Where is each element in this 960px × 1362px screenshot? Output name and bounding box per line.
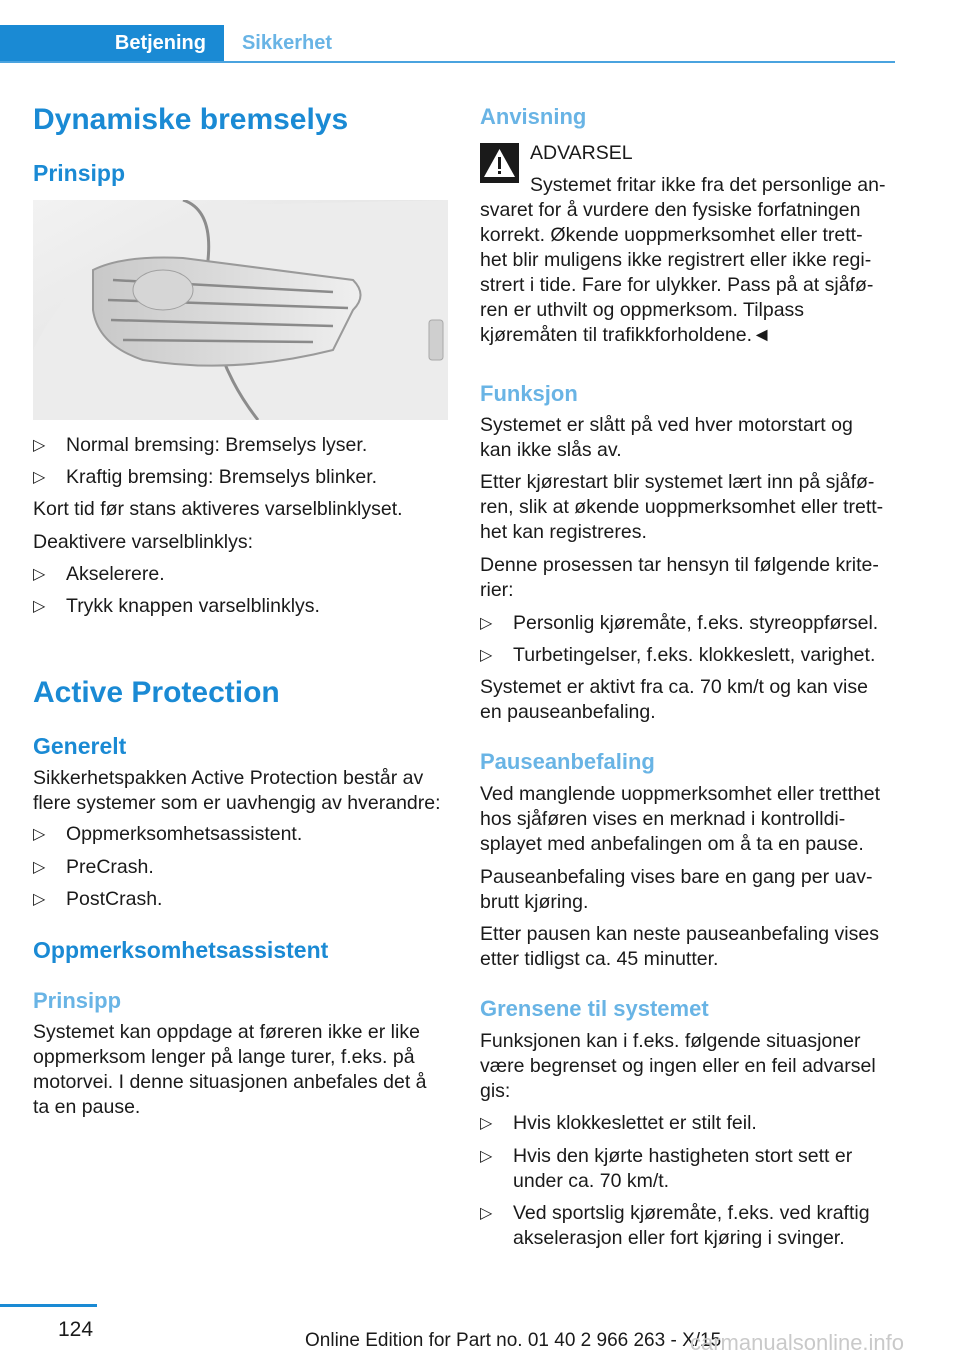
triangle-bullet-icon: ▷ xyxy=(480,1205,493,1222)
triangle-bullet-icon: ▷ xyxy=(480,615,493,632)
paragraph: Pauseanbefaling vises bare en gang per uav- brutt kjøring. xyxy=(480,866,873,913)
subheading-funksjon: Funksjon xyxy=(480,381,578,406)
triangle-bullet-icon: ▷ xyxy=(33,859,46,876)
paragraph: Funksjonen kan i f.eks. følgende situasjoner være begrenset og ingen eller en feil advarsel gis: xyxy=(480,1030,876,1102)
header-tabs xyxy=(0,25,895,63)
paragraph: Ved manglende uoppmerksomhet eller tretthet hos sjåføren vises en merknad i kontrolldi- splayet med anbefalingen om å ta en pause. xyxy=(480,783,880,855)
footer-rule xyxy=(0,1304,97,1307)
triangle-bullet-icon: ▷ xyxy=(33,598,46,615)
triangle-bullet-icon: ▷ xyxy=(33,566,46,583)
section-title-active-protection: Active Protection xyxy=(33,676,280,709)
triangle-bullet-icon: ▷ xyxy=(33,826,46,843)
paragraph: Etter pausen kan neste pauseanbefaling vises etter tidligst ca. 45 minutter. xyxy=(480,923,879,970)
page-number: 124 xyxy=(58,1318,94,1341)
subheading-grensene: Grensene til systemet xyxy=(480,996,709,1021)
paragraph: Denne prosessen tar hensyn til følgende krite- rier: xyxy=(480,554,879,601)
triangle-bullet-icon: ▷ xyxy=(33,891,46,908)
section-title-dynamiske-bremselys: Dynamiske bremselys xyxy=(33,103,349,136)
paragraph: Systemet er slått på ved hver motorstart og kan ikke slås av. xyxy=(480,414,853,461)
tab-betjening[interactable]: Betjening xyxy=(0,25,224,61)
tab-sikkerhet[interactable]: Sikkerhet xyxy=(241,32,333,54)
watermark: carmanualsonline.info xyxy=(690,1330,905,1355)
paragraph: Etter kjørestart blir systemet lært inn på sjåfø- ren, slik at økende uoppmerksomhet eller trett- het kan registreres. xyxy=(480,471,884,543)
tail-light-illustration xyxy=(33,200,448,420)
subheading-prinsipp-2: Prinsipp xyxy=(33,988,122,1013)
triangle-bullet-icon: ▷ xyxy=(33,437,46,454)
triangle-bullet-icon: ▷ xyxy=(480,647,493,664)
online-edition-text: Online Edition for Part no. 01 40 2 966 263 - X/15 xyxy=(305,1330,722,1351)
subheading-pauseanbefaling: Pauseanbefaling xyxy=(480,749,655,774)
paragraph: Sikkerhetspakken Active Protection består av flere systemer som er uavhengig av hverandre: xyxy=(33,767,441,814)
warning-text: Systemet fritar ikke fra det personlige an- svaret for å vurdere den fysiske forfatningen korrekt. Økende uoppmerksomhet eller trett- het blir muligens ikke registrert eller ikke regi- strert i tide. Fare for ulykker. Pass på at sjåfø- ren er uthvilt og oppmerksom. Tilpass kjøremåten til trafikkforholdene.◄ xyxy=(480,174,886,346)
subheading-oppmerksomhetsassistent: Oppmerksomhetsassistent xyxy=(33,937,329,963)
subheading-anvisning: Anvisning xyxy=(480,104,587,129)
subheading-prinsipp: Prinsipp xyxy=(33,160,126,186)
paragraph: Deaktivere varselblinklys: xyxy=(33,531,253,553)
triangle-bullet-icon: ▷ xyxy=(480,1148,493,1165)
paragraph: Kort tid før stans aktiveres varselblinklyset. xyxy=(33,498,403,520)
triangle-bullet-icon: ▷ xyxy=(33,469,46,486)
triangle-bullet-icon: ▷ xyxy=(480,1115,493,1132)
warning-title: ADVARSEL xyxy=(530,142,633,164)
paragraph: Systemet er aktivt fra ca. 70 km/t og kan vise en pauseanbefaling. xyxy=(480,676,868,723)
subheading-generelt: Generelt xyxy=(33,733,127,759)
paragraph: Systemet kan oppdage at føreren ikke er like oppmerksom lenger på lange turer, f.eks. på motorvei. I denne situasjonen anbefales det å ta en pause. xyxy=(33,1021,427,1118)
